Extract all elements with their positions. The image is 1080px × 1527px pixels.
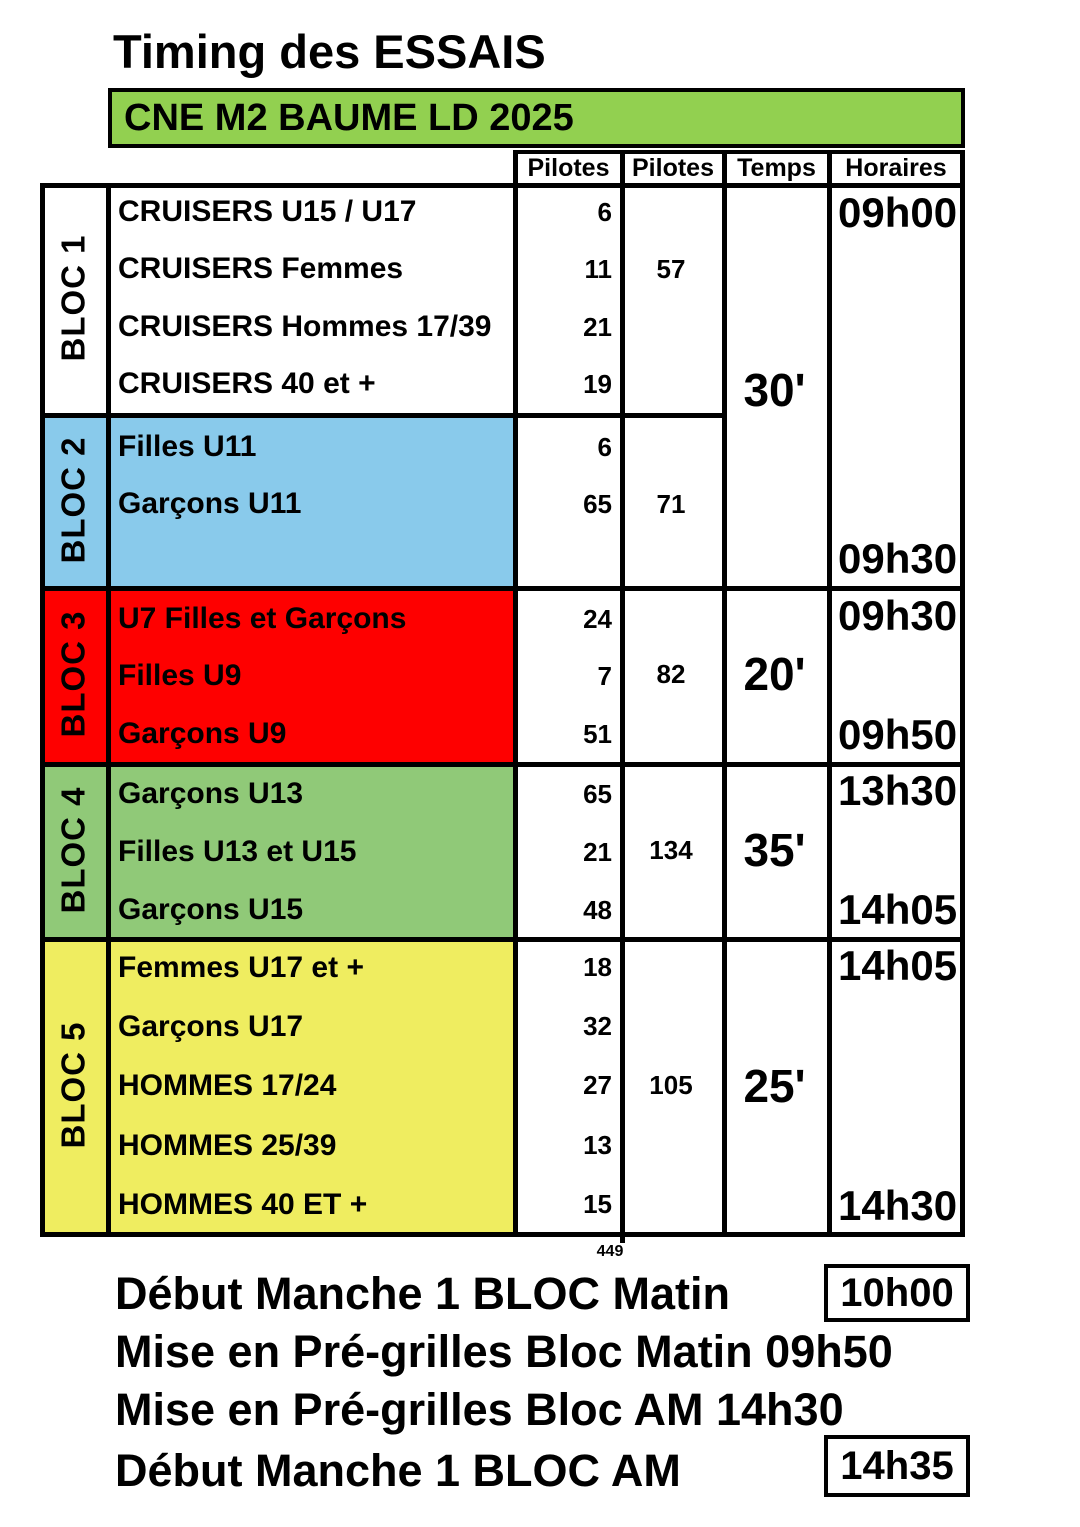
- temps-bloc1-2: 30': [743, 364, 806, 416]
- footer-line-4: Début Manche 1 BLOC AM: [115, 1445, 681, 1496]
- horaire-bloc3-end: 09h50: [838, 711, 958, 758]
- bloc1-label-text: BLOC 1: [54, 234, 92, 362]
- horaire-bloc1-2-end: 09h30: [838, 535, 958, 582]
- category-name: Femmes U17 et +: [118, 950, 364, 984]
- bloc2-label-text: BLOC 2: [54, 435, 92, 564]
- category-pilot-count: 6: [597, 431, 612, 462]
- bloc5-total: 105: [649, 1070, 693, 1100]
- bloc1-total: 57: [656, 253, 686, 284]
- page-title: Timing des ESSAIS: [113, 25, 546, 78]
- grid-line: [513, 150, 965, 154]
- category-pilot-count: 48: [583, 894, 612, 925]
- horaire-bloc4-start: 13h30: [838, 767, 958, 814]
- column-header-temps: Temps: [737, 154, 816, 182]
- category-pilot-count: 65: [583, 778, 612, 809]
- horaire-bloc3-start: 09h30: [838, 592, 958, 639]
- bloc4-total: 134: [649, 834, 693, 865]
- grid-line: [827, 150, 832, 1237]
- category-pilot-count: 32: [583, 1011, 612, 1041]
- category-pilot-count: 6: [597, 196, 612, 227]
- footer-time-box-2: 14h35: [824, 1435, 970, 1497]
- footer-line-2: Mise en Pré-grilles Bloc Matin 09h50: [115, 1326, 893, 1377]
- horaire-bloc1-2-start: 09h00: [838, 189, 958, 236]
- column-header-pilotes-2: Pilotes: [632, 154, 714, 182]
- horaire-bloc5-end: 14h30: [838, 1182, 958, 1229]
- grid-line: [40, 183, 45, 1237]
- category-pilot-count: 7: [597, 660, 612, 691]
- bloc2-total: 71: [656, 488, 686, 519]
- bloc3-total: 82: [656, 658, 686, 689]
- temps-bloc3: 20': [743, 648, 806, 700]
- category-pilot-count: 21: [583, 311, 612, 342]
- temps-bloc4: 35': [743, 824, 806, 876]
- grid-line: [40, 586, 965, 591]
- grid-line: [40, 413, 727, 418]
- category-pilot-count: 15: [583, 1189, 612, 1219]
- bloc3-label-text: BLOC 3: [54, 610, 92, 738]
- category-pilot-count: 11: [584, 253, 612, 284]
- bloc3-label: [40, 586, 106, 762]
- footer-time-box-1: 10h00: [824, 1264, 970, 1322]
- column-header-pilotes-1: Pilotes: [527, 154, 610, 182]
- category-name: Garçons U9: [118, 717, 287, 750]
- grid-line: [40, 937, 965, 942]
- category-pilot-count: 65: [583, 488, 612, 519]
- category-name: Filles U11: [118, 430, 257, 463]
- category-pilot-count: 19: [583, 368, 612, 399]
- category-name: Filles U13 et U15: [118, 835, 357, 868]
- category-name: Garçons U15: [118, 893, 304, 926]
- category-pilot-count: 21: [583, 836, 612, 867]
- horaire-bloc4-end: 14h05: [838, 886, 958, 933]
- temps-bloc5: 25': [743, 1059, 806, 1112]
- grid-line: [620, 150, 625, 1243]
- category-name: Garçons U11: [118, 487, 302, 520]
- category-pilot-count: 27: [583, 1070, 612, 1100]
- grid-line: [106, 183, 111, 1237]
- category-pilot-count: 51: [583, 718, 612, 749]
- bloc4-label: [40, 762, 106, 937]
- category-name: CRUISERS Femmes: [118, 252, 404, 285]
- bloc5-label: [40, 937, 106, 1233]
- grid-line: [40, 183, 965, 188]
- grid-line: [513, 150, 518, 1237]
- category-pilot-count: 18: [583, 952, 612, 982]
- bloc4-label-text: BLOC 4: [54, 785, 92, 914]
- footer-line-1: Début Manche 1 BLOC Matin: [115, 1268, 731, 1319]
- grid-line: [960, 150, 965, 1237]
- category-name: Garçons U17: [118, 1009, 304, 1043]
- footer-line-3: Mise en Pré-grilles Bloc AM 14h30: [115, 1384, 844, 1435]
- grid-line: [40, 762, 965, 767]
- grid-line: [722, 150, 727, 1237]
- category-name: CRUISERS 40 et +: [118, 367, 376, 400]
- category-name: HOMMES 17/24: [118, 1068, 337, 1102]
- horaire-bloc5-start: 14h05: [838, 942, 958, 989]
- category-name: CRUISERS U15 / U17: [118, 195, 417, 228]
- bloc5-label-text: BLOC 5: [54, 1021, 92, 1149]
- category-name: Garçons U13: [118, 777, 304, 810]
- event-banner: CNE M2 BAUME LD 2025: [108, 88, 965, 148]
- category-pilot-count: 24: [583, 603, 612, 634]
- category-name: U7 Filles et Garçons: [118, 602, 407, 635]
- bloc2-label: [40, 413, 106, 586]
- grid-line: [40, 1232, 965, 1237]
- category-name: Filles U9: [118, 659, 242, 692]
- column-header-horaires: Horaires: [845, 154, 947, 182]
- bloc1-label: [40, 183, 106, 413]
- grand-total: 449: [596, 1243, 624, 1260]
- category-name: HOMMES 40 ET +: [118, 1187, 368, 1221]
- category-name: HOMMES 25/39: [118, 1128, 337, 1162]
- category-name: CRUISERS Hommes 17/39: [118, 310, 492, 343]
- category-pilot-count: 13: [583, 1130, 612, 1160]
